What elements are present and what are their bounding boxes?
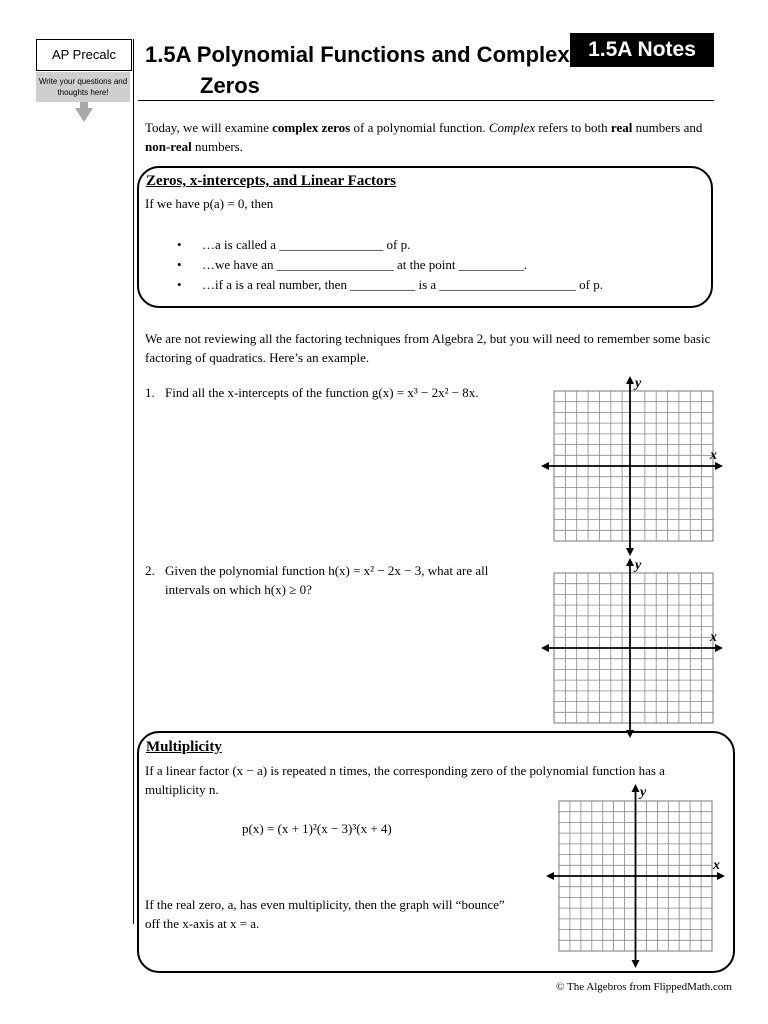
notes-badge: 1.5A Notes — [570, 33, 714, 67]
page-title-line2: Zeros — [200, 73, 260, 98]
zeros-bullet-list — [177, 235, 697, 295]
even-multiplicity-rule: If the real zero, a, has even multiplicity, then the graph will “bounce” off the x-axis at x = a. — [145, 897, 505, 931]
x-axis-label: x — [710, 630, 717, 645]
zeros-heading: Zeros, x-intercepts, and Linear Factors — [146, 173, 396, 189]
down-arrow-icon — [75, 108, 93, 122]
zeros-lead: If we have p(a) = 0, then — [145, 196, 274, 211]
title-rule — [138, 100, 714, 101]
problem-1-text: Find all the x-intercepts of the function g(x) = x³ − 2x² − 8x. — [165, 385, 479, 400]
list-item: • …a is called a ________________ of p. — [177, 235, 697, 255]
y-axis-label: y — [635, 558, 642, 573]
course-label: AP Precalc — [36, 39, 132, 71]
margin-divider — [133, 39, 134, 924]
coordinate-grid — [538, 373, 728, 556]
coordinate-grid — [543, 781, 733, 971]
list-item: • …if a is a real number, then __________ is a _____________________ of p. — [177, 275, 697, 295]
factoring-note: We are not reviewing all the factoring techniques from Algebra 2, but you will need to remember some basic factoring of quadratics. Here’s an example. — [145, 331, 711, 365]
y-axis-label: y — [640, 785, 647, 800]
problem-1-number: 1. — [145, 385, 155, 400]
x-axis-label: x — [713, 858, 720, 873]
notes-prompt: Write your questions and thoughts here! — [36, 72, 130, 102]
copyright-footer: © The Algebros from FlippedMath.com — [556, 981, 732, 993]
multiplicity-definition: If a linear factor (x − a) is repeated n times, the corresponding zero of the polynomial function has a multiplicity n. — [145, 763, 665, 797]
coordinate-grid — [538, 555, 728, 738]
list-item: • …we have an __________________ at the point __________. — [177, 255, 697, 275]
multiplicity-example: p(x) = (x + 1)²(x − 3)³(x + 4) — [242, 821, 392, 836]
page-title: 1.5A Polynomial Functions and Complex — [145, 42, 570, 67]
problem-2-text: Given the polynomial function h(x) = x² − 2x − 3, what are all intervals on which h(x) ≥ 0? — [165, 563, 489, 597]
multiplicity-heading: Multiplicity — [146, 739, 222, 755]
problem-2-number: 2. — [145, 563, 155, 578]
y-axis-label: y — [635, 376, 642, 391]
intro-paragraph: Today, we will examine complex zeros of a polynomial function. Complex refers to both real numbers and non-real numbers. — [145, 120, 703, 154]
x-axis-label: x — [710, 448, 717, 463]
